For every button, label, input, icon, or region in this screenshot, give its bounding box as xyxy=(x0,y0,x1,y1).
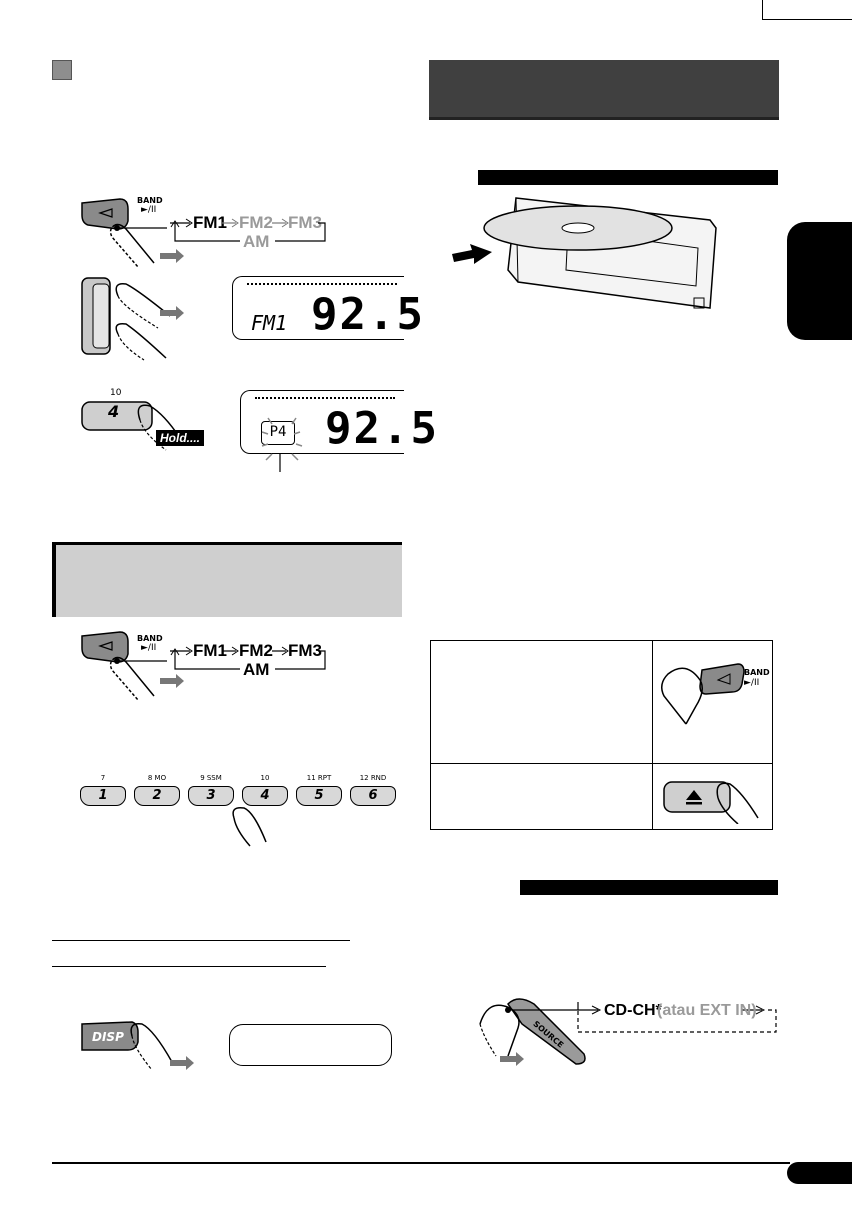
preset-top-3: 9 SSM xyxy=(200,774,222,782)
band-seq-fm1: FM1 xyxy=(193,213,227,232)
band-seq-am: AM xyxy=(243,232,270,251)
preset-top-5: 11 RPT xyxy=(306,774,332,782)
preset-button-4[interactable]: 4 xyxy=(242,786,288,806)
finger-press-icon xyxy=(226,804,276,848)
hold-tag: Hold.... xyxy=(156,430,204,446)
band-seq-arrows-2 xyxy=(170,640,330,674)
lcd-frequency-2: 92.5 xyxy=(325,403,439,454)
section-bullet-square xyxy=(52,60,72,80)
lcd-frequency-1: 92.5 xyxy=(311,289,425,340)
band-label-1: BAND xyxy=(137,196,163,205)
preset-button-1[interactable]: 1 xyxy=(80,786,126,806)
section-header-gray xyxy=(52,542,402,617)
band-seq2-am: AM xyxy=(243,660,270,679)
flash-burst-icon xyxy=(258,410,308,474)
band-seq2-fm2: FM2 xyxy=(239,641,273,660)
band-symbol-1: ►/II xyxy=(141,205,157,215)
lcd-preset-box: P4 xyxy=(261,421,295,445)
seek-buttons-illustration xyxy=(78,276,188,361)
display-readout-pill xyxy=(229,1024,392,1066)
crop-mark-vertical xyxy=(762,0,763,20)
lcd-band-text: FM1 xyxy=(251,311,288,335)
preset-label-4: 4 xyxy=(108,402,120,421)
source-seq-alt: (atau EXT IN) xyxy=(657,1002,757,1019)
table-vertical-divider xyxy=(652,640,653,830)
lcd-segment-row xyxy=(247,283,397,287)
preset-top-6: 12 RND xyxy=(359,774,387,782)
lcd-display-1 xyxy=(232,276,425,340)
preset-button-2[interactable]: 2 xyxy=(134,786,180,806)
band-label-2: BAND xyxy=(137,634,163,643)
underline-1 xyxy=(52,940,350,941)
source-seq-main: CD-CH* xyxy=(604,1002,662,1019)
preset-button-3[interactable]: 3 xyxy=(188,786,234,806)
table-band-symbol: ►/II xyxy=(744,678,760,688)
band-seq-arrows-1 xyxy=(170,212,330,246)
band-seq2-fm1: FM1 xyxy=(193,641,227,660)
band-button-press-illustration xyxy=(656,650,768,730)
preset-top-1: 7 xyxy=(100,774,106,782)
band-seq2-fm3: FM3 xyxy=(288,641,322,660)
band-symbol-2: ►/II xyxy=(141,643,157,653)
subheading-bar-1 xyxy=(478,170,778,185)
subheading-bar-2 xyxy=(520,880,778,895)
crop-mark-horizontal xyxy=(762,19,852,20)
page-number-tab xyxy=(787,1162,852,1184)
preset-top-number: 10 xyxy=(110,388,122,398)
eject-button-illustration xyxy=(662,772,766,824)
disp-button-illustration xyxy=(80,1018,200,1074)
band-seq-fm2: FM2 xyxy=(239,213,273,232)
preset-button-5[interactable]: 5 xyxy=(296,786,342,806)
section-header-underline xyxy=(429,117,779,120)
language-side-tab xyxy=(787,222,852,340)
cd-insert-illustration xyxy=(448,190,738,315)
preset-button-6[interactable]: 6 xyxy=(350,786,396,806)
disp-button-label: DISP xyxy=(92,1030,124,1044)
band-seq-fm3: FM3 xyxy=(288,213,322,232)
source-knob-label: SOURCE xyxy=(531,1019,566,1050)
preset-top-2: 8 MO xyxy=(147,774,167,782)
preset-top-4: 10 xyxy=(260,774,270,782)
underline-2 xyxy=(52,966,326,967)
table-horizontal-divider xyxy=(430,763,773,764)
section-header-dark xyxy=(429,60,779,117)
lcd-segment-row-2 xyxy=(255,397,395,401)
table-band-label: BAND xyxy=(744,668,770,677)
footer-rule xyxy=(52,1162,790,1164)
